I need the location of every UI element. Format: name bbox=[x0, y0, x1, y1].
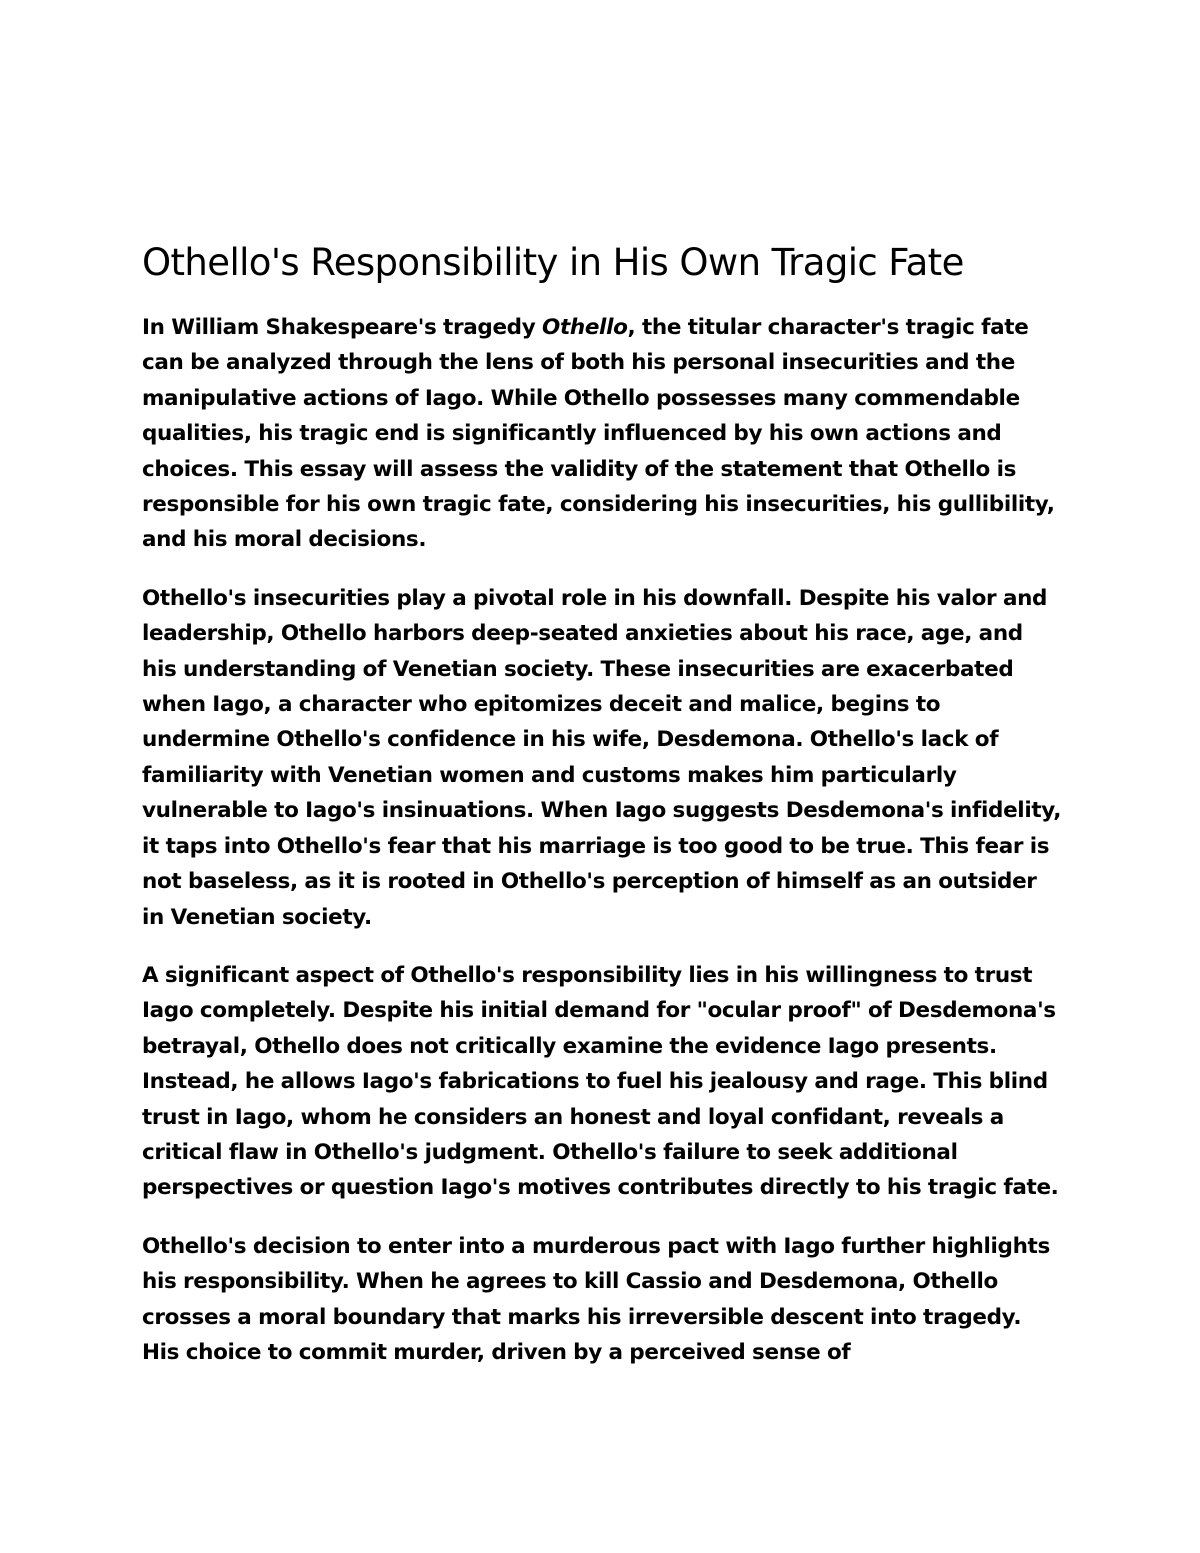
paragraph-1-text-end: , the titular character's tragic fate can be analyzed through the lens of both his personal insecurities and the manipulative actions of Iago. While Othello possesses many commendable qualities, his tragic end is significantly influenced by his own actions and choices. This essay will assess the validity of the statement that Othello is responsible for his own tragic fate, considering his insecurities, his gullibility, and his moral decisions. bbox=[142, 315, 1055, 553]
document-title: Othello's Responsibility in His Own Tragic Fate bbox=[142, 241, 964, 284]
document-page bbox=[142, 238, 1062, 1393]
play-title-italic: Othello bbox=[542, 315, 628, 340]
paragraph-decision: Othello's decision to enter into a murderous pact with Iago further highlights his responsibility. When he agrees to kill Cassio and Desdemona, Othello crosses a moral boundary that marks his irreversible descent into tragedy. His choice to commit murder, driven by a perceived sense of bbox=[142, 1233, 1050, 1365]
paragraph-insecurities: Othello's insecurities play a pivotal role in his downfall. Despite his valor and leadership, Othello harbors deep-seated anxieties about his race, age, and his understanding of Venetian society. These insecurities are exacerbated when Iago, a character who epitomizes deceit and malice, begins to undermine Othello's confidence in his wife, Desdemona. Othello's lack of familiarity with Venetian women and customs makes him particularly vulnerable to Iago's insinuations. When Iago suggests Desdemona's infidelity, it taps into Othello's fear that his marriage is too good to be true. This fear is not baseless, as it is rooted in Othello's perception of himself as an outsider in Venetian society. bbox=[142, 585, 1062, 930]
paragraph-introduction bbox=[142, 310, 1062, 558]
paragraph-trust: A significant aspect of Othello's responsibility lies in his willingness to trust Iago completely. Despite his initial demand for "ocular proof" of Desdemona's betrayal, Othello does not critically examine the evidence Iago presents. Instead, he allows Iago's fabrications to fuel his jealousy and rage. This blind trust in Iago, whom he considers an honest and loyal confidant, reveals a critical flaw in Othello's judgment. Othello's failure to seek additional perspectives or question Iago's motives contributes directly to his tragic fate. bbox=[142, 962, 1059, 1201]
paragraph-1-text-start: In William Shakespeare's tragedy bbox=[142, 315, 543, 340]
